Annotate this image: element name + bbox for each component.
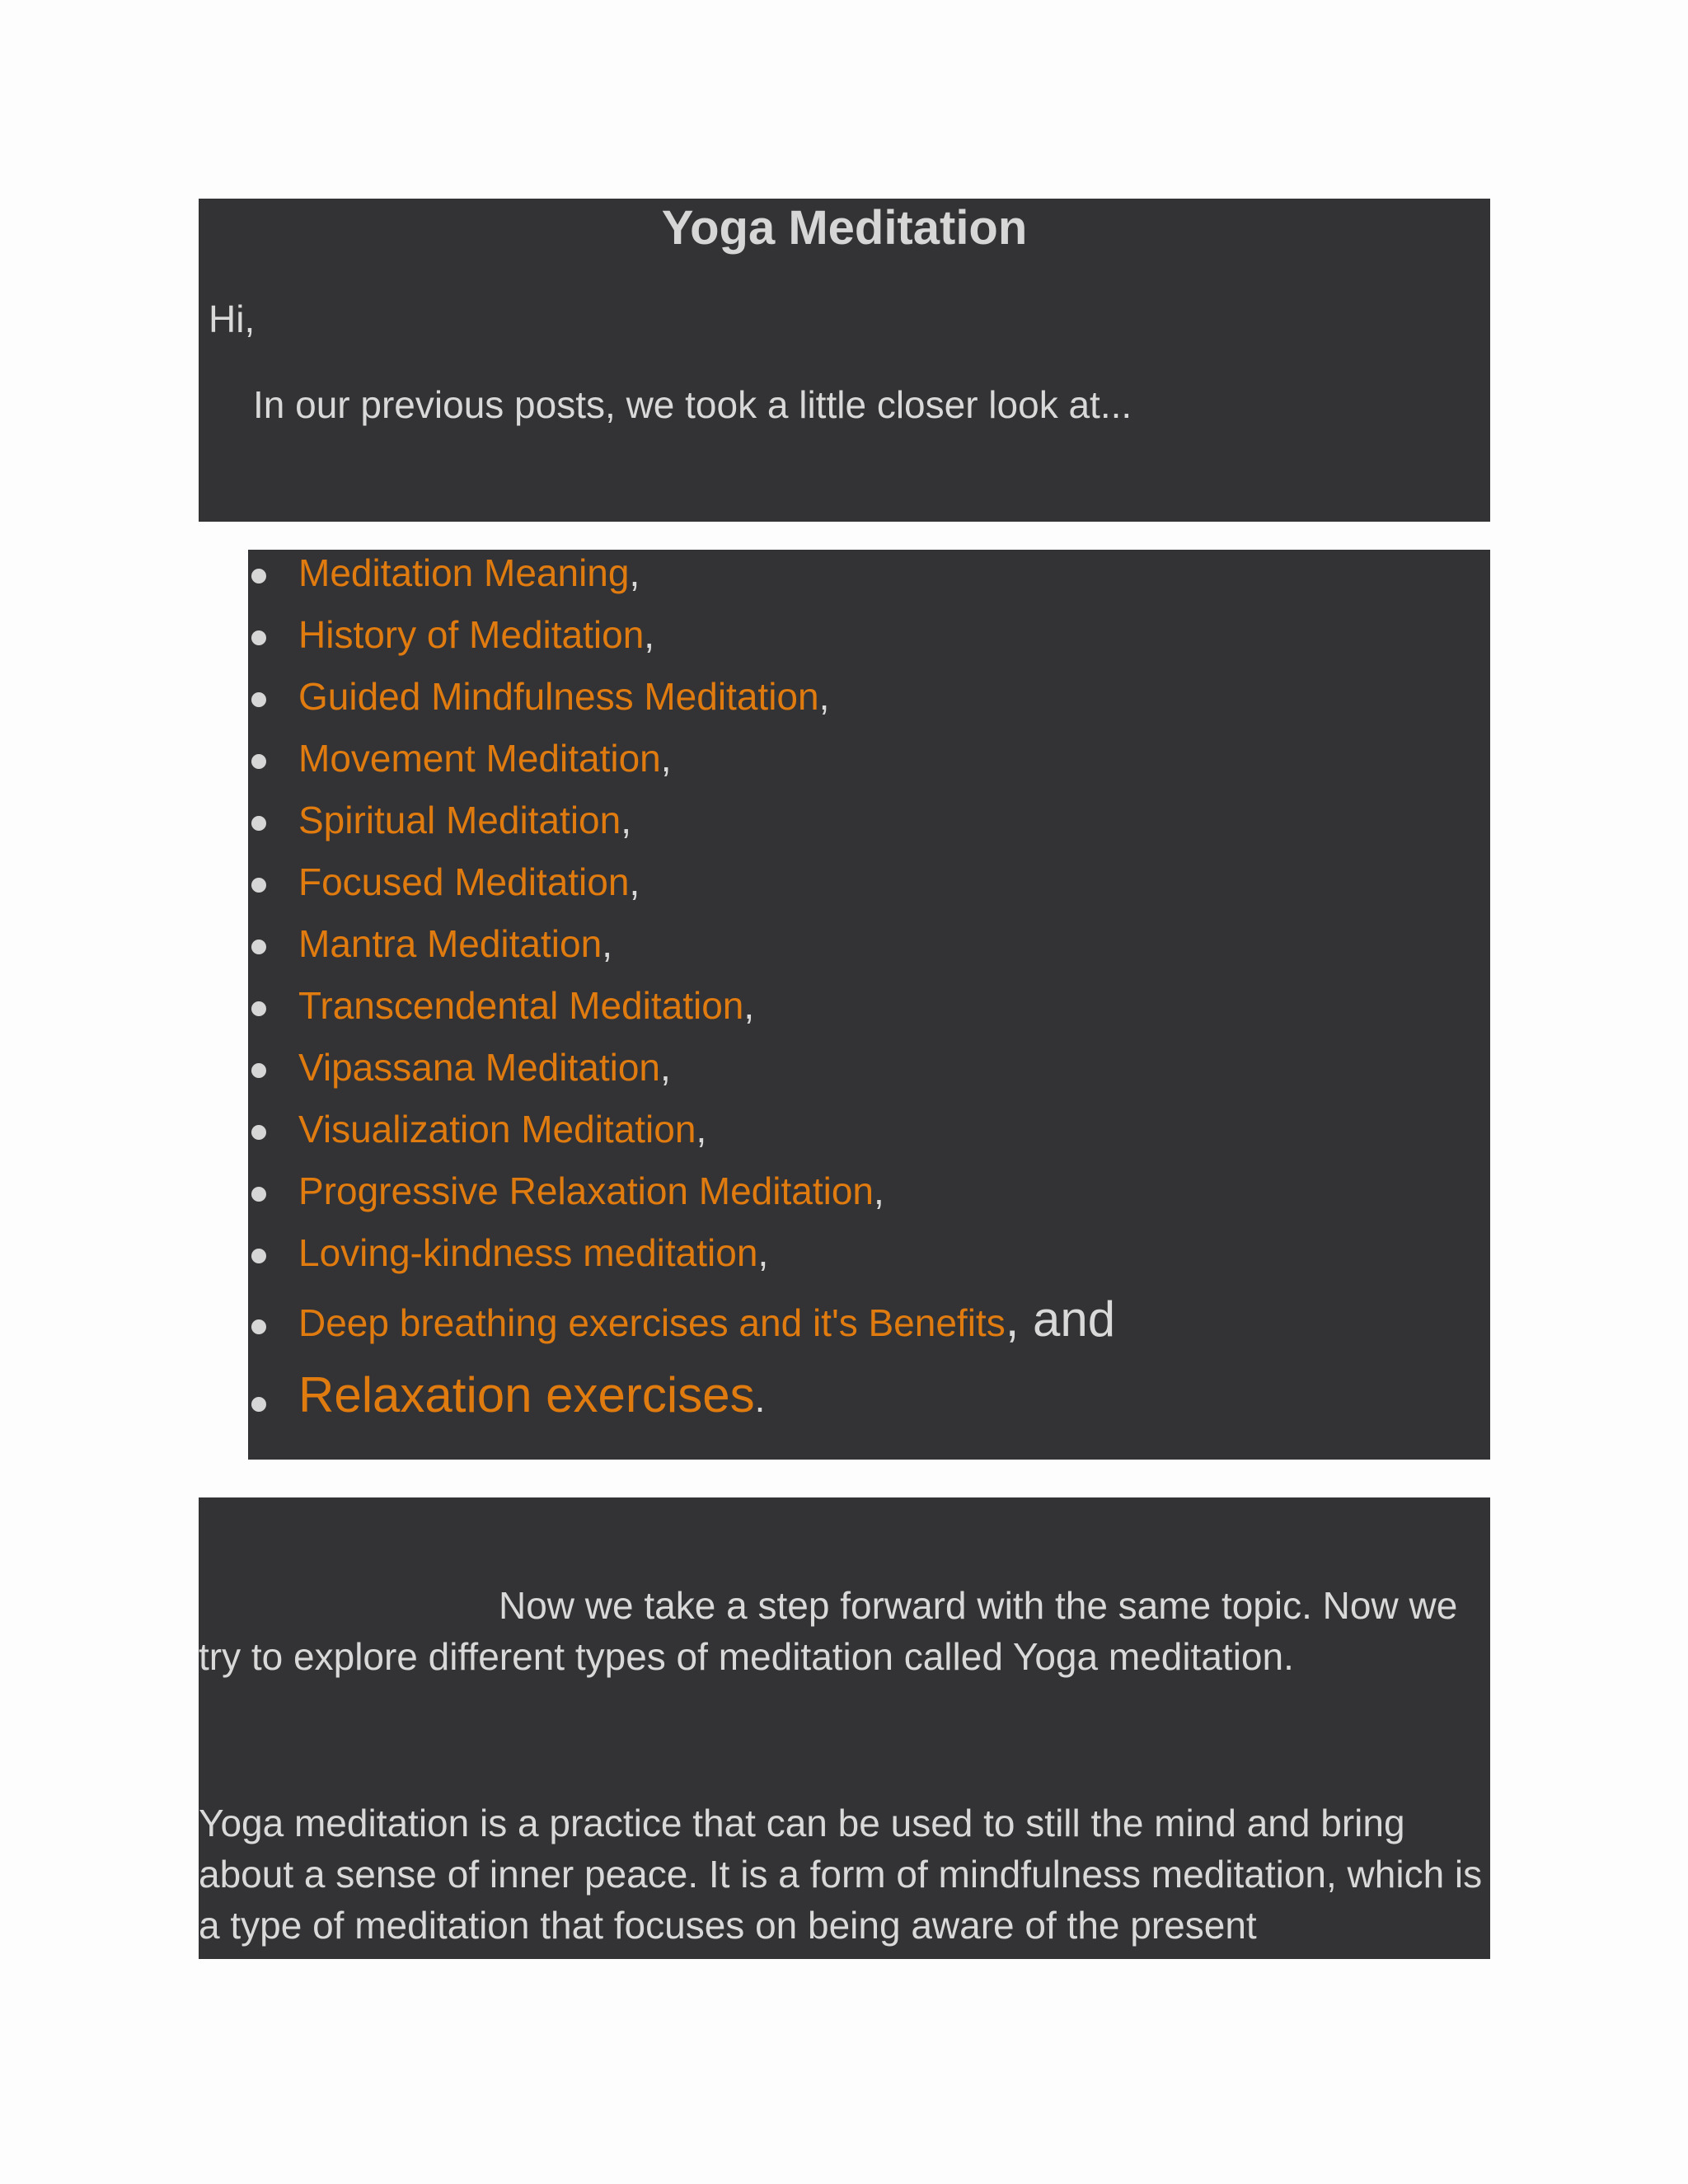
topic-separator: , and	[1005, 1291, 1116, 1347]
topic-link-focused-meditation[interactable]: Focused Meditation	[298, 860, 630, 903]
topic-separator: ,	[696, 1108, 707, 1151]
topic-link-visualization-meditation[interactable]: Visualization Meditation	[298, 1108, 696, 1151]
bullet-icon	[251, 878, 266, 893]
bullet-icon	[251, 1125, 266, 1140]
topic-separator: ,	[757, 1231, 769, 1274]
topic-link-vipassana-meditation[interactable]: Vipassana Meditation	[298, 1046, 660, 1089]
paragraph-yoga-meditation: Yoga meditation is a practice that can be used to still the mind and bring about a sense of inner peace. It is a form of mindfulness meditation, which is a type of meditation that focuses on being aware of the present	[199, 1802, 1483, 1947]
topic-link-movement-meditation[interactable]: Movement Meditation	[298, 737, 661, 780]
intro-panel	[199, 199, 1490, 522]
topic-link-progressive-relaxation-meditation[interactable]: Progressive Relaxation Meditation	[298, 1169, 874, 1212]
topics-panel	[248, 550, 1490, 1460]
topic-link-deep-breathing-exercises[interactable]: Deep breathing exercises and it's Benefits	[298, 1301, 1006, 1344]
topic-separator: ,	[660, 737, 672, 780]
bullet-icon	[251, 1397, 266, 1412]
topic-separator: ,	[874, 1169, 884, 1212]
topic-separator: ,	[743, 984, 755, 1027]
topic-separator: ,	[818, 675, 830, 718]
topic-link-history-of-meditation[interactable]: History of Meditation	[298, 613, 645, 656]
bullet-icon	[251, 816, 266, 831]
greeting-text: Hi,	[209, 298, 256, 340]
bullet-icon	[251, 692, 266, 707]
paragraph-next-step: Now we take a step forward with the same topic. Now we try to explore different types of meditation called Yoga meditation.	[199, 1584, 1458, 1678]
bullet-icon	[251, 1063, 266, 1078]
bullet-icon	[251, 1249, 266, 1263]
bullet-icon	[251, 754, 266, 769]
bullet-icon	[251, 630, 266, 645]
topic-separator: ,	[621, 799, 631, 841]
bullet-icon	[251, 1319, 266, 1334]
topic-link-meditation-meaning[interactable]: Meditation Meaning	[298, 551, 630, 594]
intro-lead-text: In our previous posts, we took a little closer look at...	[253, 383, 1132, 426]
bullet-icon	[251, 569, 266, 583]
topic-separator: ,	[660, 1046, 671, 1089]
topic-separator: ,	[629, 860, 640, 903]
topic-link-spiritual-meditation[interactable]: Spiritual Meditation	[298, 799, 621, 841]
topic-link-mantra-meditation[interactable]: Mantra Meditation	[298, 922, 603, 965]
topic-link-loving-kindness-meditation[interactable]: Loving-kindness meditation	[298, 1231, 758, 1274]
bullet-icon	[251, 1187, 266, 1202]
bullet-icon	[251, 1001, 266, 1016]
topic-separator: ,	[629, 551, 640, 594]
body-panel	[199, 1497, 1490, 1959]
topic-link-guided-mindfulness-meditation[interactable]: Guided Mindfulness Meditation	[298, 675, 819, 718]
topic-link-transcendental-meditation[interactable]: Transcendental Meditation	[298, 984, 744, 1027]
topic-separator: .	[754, 1377, 766, 1420]
topic-link-relaxation-exercises[interactable]: Relaxation exercises	[298, 1367, 755, 1422]
bullet-icon	[251, 940, 266, 954]
topic-separator: ,	[644, 613, 655, 656]
page-title: Yoga Meditation	[661, 201, 1028, 255]
topic-separator: ,	[602, 922, 612, 965]
